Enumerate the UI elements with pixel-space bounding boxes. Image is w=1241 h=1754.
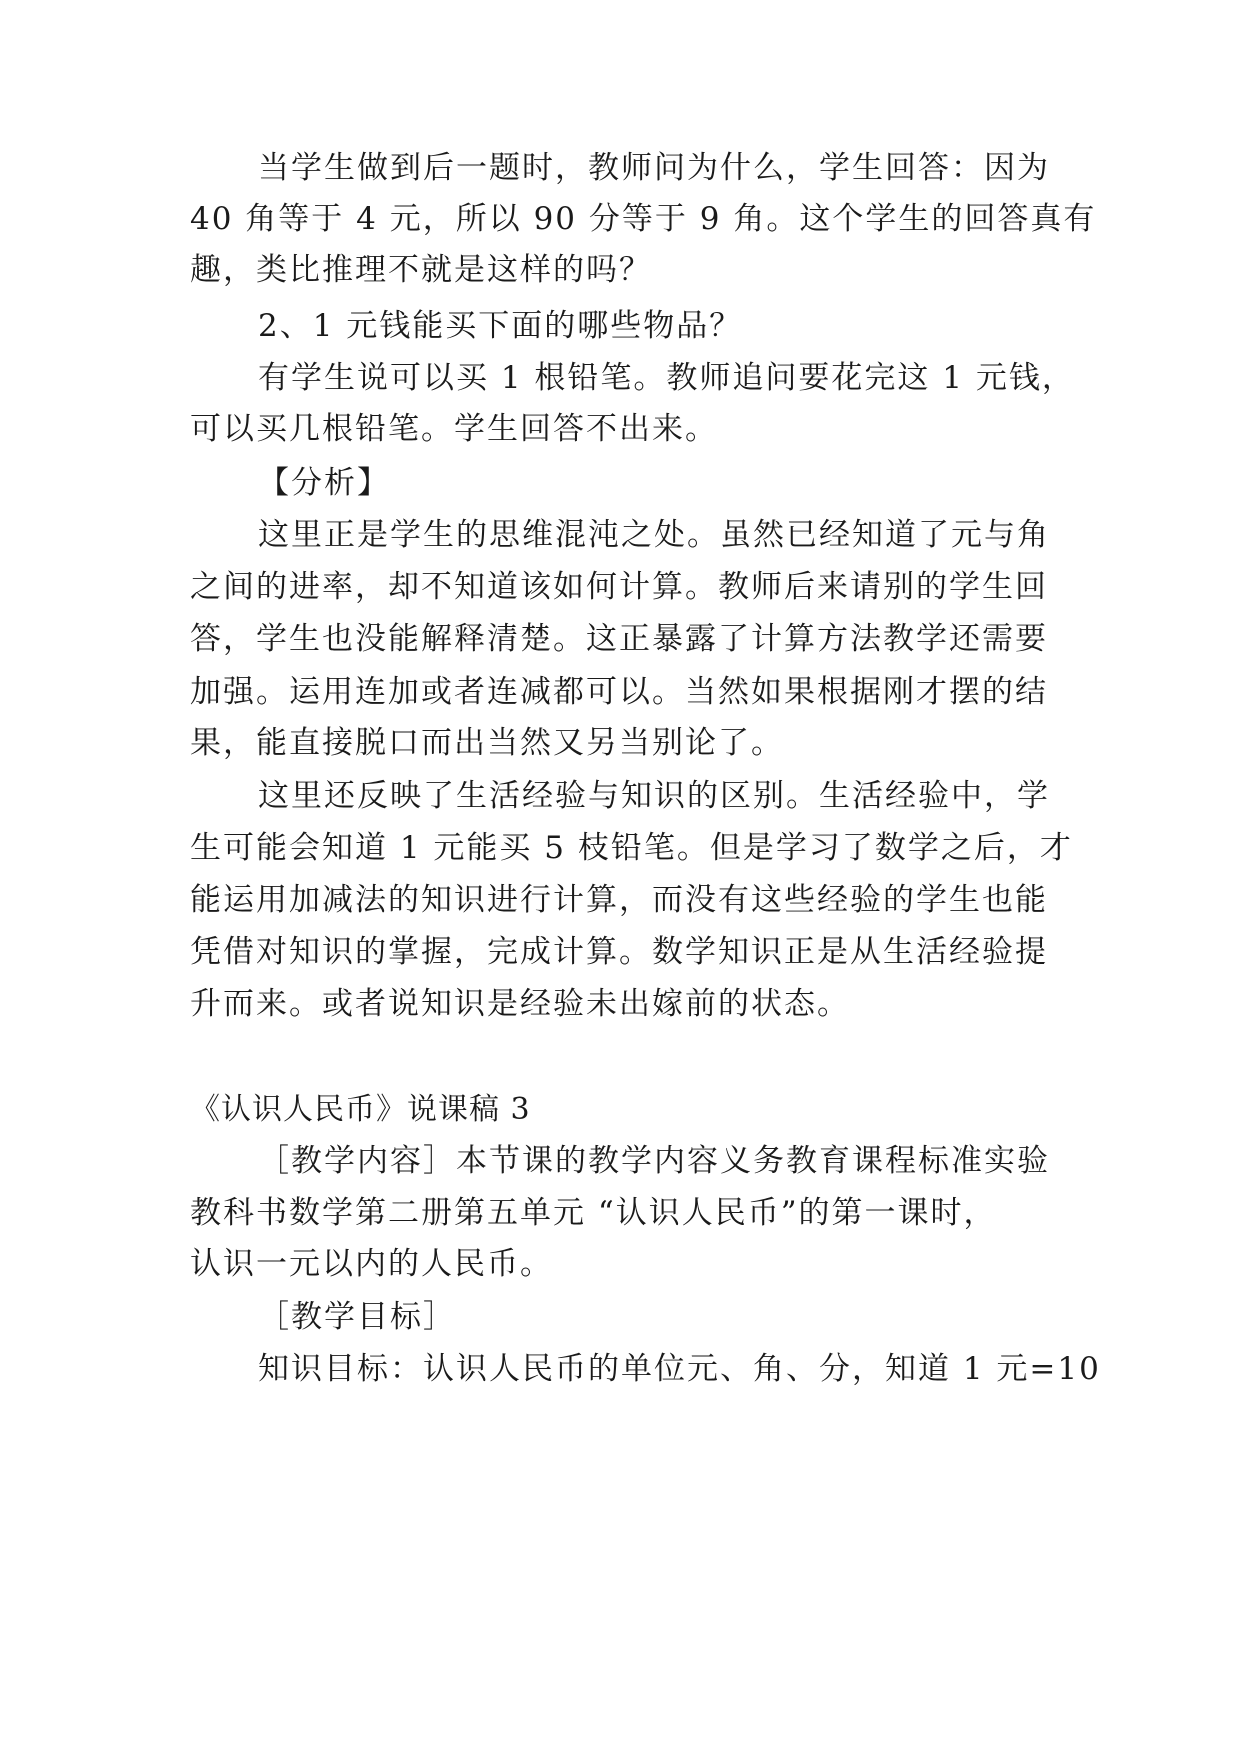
paragraph-line: 之间的进率，却不知道该如何计算。教师后来请别的学生回 xyxy=(190,569,1048,605)
paragraph-line: 认识一元以内的人民币。 xyxy=(190,1246,553,1282)
paragraph-line: 知识目标：认识人民币的单位元、角、分，知道 1 元=10 xyxy=(258,1351,1101,1387)
paragraph-line: 加强。运用连加或者连减都可以。当然如果根据刚才摆的结 xyxy=(190,674,1048,710)
paragraph-line: 答，学生也没能解释清楚。这正暴露了计算方法教学还需要 xyxy=(190,621,1048,657)
paragraph-line: 凭借对知识的掌握，完成计算。数学知识正是从生活经验提 xyxy=(190,934,1048,970)
paragraph-line: 当学生做到后一题时，教师问为什么，学生回答：因为 xyxy=(258,150,1050,186)
paragraph-line: 可以买几根铅笔。学生回答不出来。 xyxy=(190,411,718,447)
paragraph-line: 40 角等于 4 元，所以 90 分等于 9 角。这个学生的回答真有 xyxy=(190,201,1097,237)
section-label: 【分析】 xyxy=(258,465,390,501)
section-title: 《认识人民币》说课稿 3 xyxy=(190,1092,531,1127)
paragraph-line: 这里还反映了生活经验与知识的区别。生活经验中，学 xyxy=(258,778,1050,814)
paragraph-line: 果，能直接脱口而出当然又另当别论了。 xyxy=(190,725,784,761)
paragraph-line: 有学生说可以买 1 根铅笔。教师追问要花完这 1 元钱， xyxy=(258,360,1075,396)
paragraph-line: 这里正是学生的思维混沌之处。虽然已经知道了元与角 xyxy=(258,517,1050,553)
paragraph-line: 升而来。或者说知识是经验未出嫁前的状态。 xyxy=(190,986,850,1022)
paragraph-line: 趣，类比推理不就是这样的吗？ xyxy=(190,252,652,288)
paragraph-line: 教科书数学第二册第五单元 “认识人民币”的第一课时， xyxy=(190,1195,997,1231)
paragraph-line: 生可能会知道 1 元能买 5 枝铅笔。但是学习了数学之后，才 xyxy=(190,830,1073,866)
paragraph-line: 2、1 元钱能买下面的哪些物品？ xyxy=(258,308,743,344)
subsection-label: ［教学目标］ xyxy=(258,1299,456,1335)
paragraph-line: ［教学内容］本节课的教学内容义务教育课程标准实验 xyxy=(258,1143,1050,1179)
paragraph-line: 能运用加减法的知识进行计算，而没有这些经验的学生也能 xyxy=(190,882,1048,918)
